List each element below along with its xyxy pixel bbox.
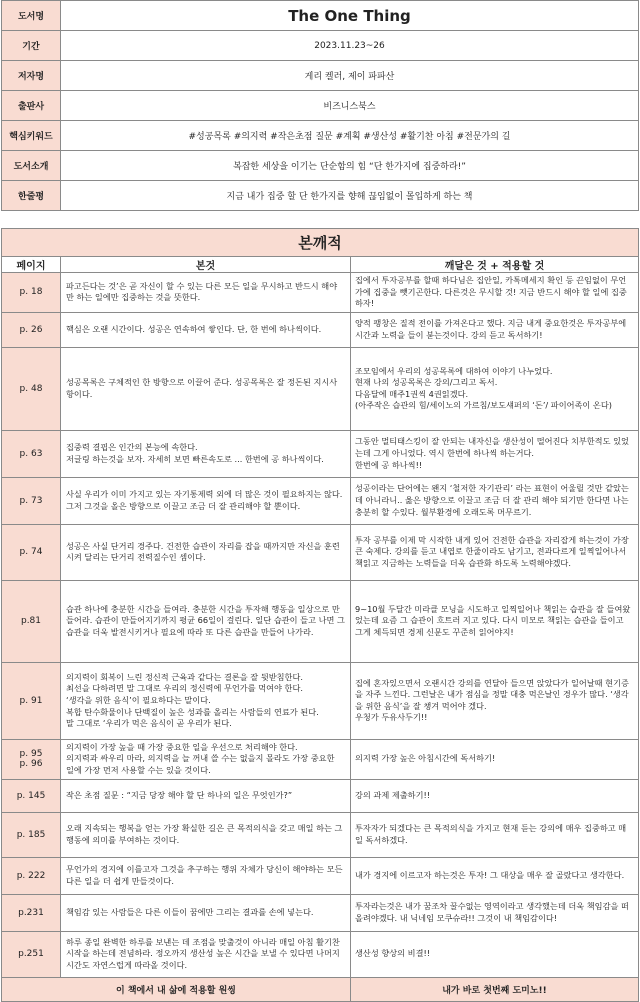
row-seen: 무언가의 경지에 이를고자 그것을 추구하는 행위 자체가 당신이 해야하는 모든 다른 일을 더 쉽게 만들것이다. <box>61 857 351 894</box>
col-page-header: 페이지 <box>2 257 61 273</box>
row-page: p.231 <box>2 894 61 931</box>
row-seen: 습관 하나에 충분한 시간을 들여라. 충분한 시간을 투자해 행동을 일상으로 만들어라. 습관이 만들어지기까지 평균 66일이 걸린다. 일단 습관이 들고 나면 그 습관을 더욱 발전시키거나 필요에 따라 또 다른 습관을 만들어 나가라. <box>61 580 351 662</box>
row-seen: 사실 우리가 이미 가지고 있는 자기통제력 외에 더 많은 것이 필요하지는 않다. 그저 그것을 올은 방향으로 이끌고 조금 더 잘 관리해야 할 뿐이다. <box>61 477 351 524</box>
row-seen: 작은 초점 질문 : “지금 당장 해야 할 단 하나의 일은 무엇인가?” <box>61 779 351 812</box>
row-learned: 그동안 멀티태스킹이 잘 안되는 내자신을 생산성이 떨어진다 치부한적도 있었는데 그게 아니었다. 역시 한번에 하나씩 하는거다. 한번에 공 하나씩!! <box>351 430 639 477</box>
row-seen: 성공목록은 구체적인 한 방향으로 이끌어 준다. 성공목록은 잘 정돈된 지시사항이다. <box>61 347 351 430</box>
table-row <box>2 857 639 894</box>
row-learned: 강의 과제 제출하기!! <box>351 779 639 812</box>
table-row <box>2 894 639 931</box>
row-learned: 9~10월 두달간 미라클 모닝을 시도하고 일찍일어나 책읽는 습관을 잘 들여왔었는데 요즘 그 습관이 흐트러 지고 있다. 다시 미모로 책읽는 습관을 들이고 그게 체득되면 경제 신문도 꾸준히 읽어야지! <box>351 580 639 662</box>
row-page: p. 63 <box>2 430 61 477</box>
table-row <box>2 739 639 779</box>
col-learned-header: 깨달은 것 + 적용할 것 <box>351 257 639 273</box>
book-title: The One Thing <box>61 1 639 31</box>
row-learned: 의지력 가장 높은 아침시간에 독서하기! <box>351 739 639 779</box>
row-learned: 내가 경지에 이르고자 하는것은 투자! 그 대상을 매우 잘 골랐다고 생각한다. <box>351 857 639 894</box>
column-header-row <box>2 257 639 273</box>
table-row <box>2 477 639 524</box>
book-info-table <box>1 0 639 211</box>
intro-row <box>2 151 639 181</box>
row-page: p. 222 <box>2 857 61 894</box>
author-value: 게리 켈러, 제이 파파산 <box>61 61 639 91</box>
row-seen: 책임감 있는 사람들은 다른 이들이 꿈에만 그리는 결과를 손에 넣는다. <box>61 894 351 931</box>
row-learned: 생산성 향상의 비결!! <box>351 931 639 977</box>
row-page: p. 95 p. 96 <box>2 739 61 779</box>
footer-row <box>2 977 639 1001</box>
row-seen: 성공은 사실 단거리 경주다. 건전한 습관이 자리를 잡을 때까지만 자신을 훈련시켜 달리는 단거리 전력질수인 셈이다. <box>61 524 351 580</box>
section-gap <box>0 211 640 228</box>
footer-left: 이 책에서 내 삶에 적용할 원씽 <box>2 977 351 1001</box>
review-row <box>2 181 639 211</box>
author-row <box>2 61 639 91</box>
footer-right: 내가 바로 첫번째 도미노!! <box>351 977 639 1001</box>
keywords-row <box>2 121 639 151</box>
row-page: p. 185 <box>2 812 61 857</box>
row-seen: 파고든다는 것’은 곧 자신이 할 수 있는 다른 모든 일을 무시하고 반드시 해야만 하는 일에만 집중하는 것을 뜻한다. <box>61 273 351 313</box>
table-row <box>2 312 639 347</box>
review-label: 한줄평 <box>2 181 61 211</box>
row-learned: 성공이라는 단어에는 왠지 ‘철저한 자기관리’ 라는 표현이 어울릴 것만 같았는데 아니라니.. 옳은 방향으로 이끌고 조금 더 잘 관리 해야 되기만 한다면 나는 충분히 할 수있다. 월부환경에 오래도록 머무르기. <box>351 477 639 524</box>
col-seen-header: 본것 <box>61 257 351 273</box>
row-page: p. 74 <box>2 524 61 580</box>
table-row <box>2 931 639 977</box>
row-seen: 의지력이 회복이 느린 정신적 근육과 같다는 결론을 잘 뒷받침한다. 최선을 다하려면 말 그대로 우리의 정신력에 무언가를 먹여야 한다. ‘생각을 위한 음식’이 필요하다는 말이다. 복합 탄수화물이나 단백질이 높은 성과를 올리는 사람들의 연료가 된다. 말 그대로 ‘우리가 먹은 음식이 곧 우리가 된다. <box>61 662 351 739</box>
reading-heading-row <box>2 229 639 257</box>
author-label: 저자명 <box>2 61 61 91</box>
row-learned: 투자라는것은 내가 꿈조차 꿀수없는 영역이라고 생각했는데 더욱 책임감을 떠올려야겠다. 내 닉네임 모쿠슈라!! 그것이 내 책임감이다! <box>351 894 639 931</box>
reading-notes-table <box>1 228 639 1002</box>
row-page: p. 145 <box>2 779 61 812</box>
row-learned: 집에 혼자있으면서 오랜시간 강의를 연달아 들으면 앉았다가 일어날때 현기증을 자주 느낀다. 그런날은 내가 점심을 정말 대충 먹은날인 경우가 많다. ‘생각을 위한 음식’을 잘 챙겨 먹어야 겠다. 우청가 두유사두기!! <box>351 662 639 739</box>
table-row <box>2 273 639 313</box>
row-page: p. 18 <box>2 273 61 313</box>
table-row <box>2 812 639 857</box>
intro-label: 도서소개 <box>2 151 61 181</box>
table-row <box>2 779 639 812</box>
period-row <box>2 31 639 61</box>
row-learned: 투자자가 되겠다는 큰 목적의식을 가지고 현재 듣는 강의에 매우 집중하고 매일 독서하겠다. <box>351 812 639 857</box>
row-page: p.251 <box>2 931 61 977</box>
row-seen: 핵심은 오랜 시간이다. 성공은 연속하여 쌓인다. 단, 한 번에 하나씩이다. <box>61 312 351 347</box>
review-value: 지금 내가 집중 할 단 한가지를 향해 끊임없이 몰입하게 하는 책 <box>61 181 639 211</box>
row-seen: 하루 종일 완벽한 하루를 보낸는 데 조점을 맞출것이 아니라 매일 아침 활기찬 시작을 하는데 전념하라. 정오까지 생산성 높은 시간을 보낼 수 있다면 나머지 시간도 자연스럽게 따라올 것이다. <box>61 931 351 977</box>
table-row <box>2 662 639 739</box>
period-label: 기간 <box>2 31 61 61</box>
row-learned: 양적 팽창은 질적 전이를 가져온다고 했다. 지금 내게 중요한것은 투자공부에 시간과 노력을 들이 붇는것이다. 강의 듣고 독서하기! <box>351 312 639 347</box>
publisher-value: 비즈니스북스 <box>61 91 639 121</box>
row-seen: 집중력 결핍은 인간의 본능에 속한다. 저글링 하는것을 보자. 자세히 보면 빠른속도로 ... 한번에 공 하나씩이다. <box>61 430 351 477</box>
keywords-value: #성공목록 #의지력 #작은초점 질문 #계획 #생산성 #활기찬 아침 #전문가의 길 <box>61 121 639 151</box>
table-row <box>2 430 639 477</box>
row-page: p.81 <box>2 580 61 662</box>
row-seen: 오래 지속되는 행복을 얻는 가장 확실한 길은 큰 목적의식을 갖고 매일 하는 그 행동에 의미를 부여하는 것이다. <box>61 812 351 857</box>
row-page: p. 73 <box>2 477 61 524</box>
period-value: 2023.11.23~26 <box>61 31 639 61</box>
row-page: p. 48 <box>2 347 61 430</box>
row-learned: 투자 공부를 이제 막 시작한 내게 있어 건전한 습관을 자리잡게 하는것이 가장 큰 숙제다. 강의를 듣고 내엽로 한줄이라도 남기고, 전과다르게 일찍일어나서 책읽고 지금하는 노력들을 더욱 습관화 하도록 노력해야겠다. <box>351 524 639 580</box>
row-seen: 의지력이 가장 높을 때 가장 중요한 일을 우선으로 처리해야 한다. 의지력과 싸우리 마라, 의지력을 늘 꺼내 쓸 수는 없을지 몰라도 가장 중요한 일에 가장 먼저 사용할 수는 있을 것이다. <box>61 739 351 779</box>
publisher-row <box>2 91 639 121</box>
row-learned: 집에서 투자공부를 할때 하다님은 집안일, 카톡메세지 확인 등 끈임없이 무언가에 집중을 뺏기곤한다. 다른것은 무시할 것! 지금 반드시 해야 할 일에 집중하자! <box>351 273 639 313</box>
row-page: p. 91 <box>2 662 61 739</box>
table-row <box>2 524 639 580</box>
publisher-label: 출판사 <box>2 91 61 121</box>
row-learned: 조모임에서 우리의 성공목록에 대하여 이야기 나누었다. 현재 나의 성공목록은 강의/그리고 독서. 다음달에 매주1권씩 4권읽겠다. (아주작은 습관의 힘/세이노의 가르침/보도섀퍼의 ‘돈’/ 파이어족이 온다) <box>351 347 639 430</box>
intro-value: 복잡한 세상을 이기는 단순함의 힘 “단 한가지에 집중하라!” <box>61 151 639 181</box>
title-row <box>2 1 639 31</box>
keywords-label: 핵심키워드 <box>2 121 61 151</box>
table-row <box>2 347 639 430</box>
title-label: 도서명 <box>2 1 61 31</box>
row-page: p. 26 <box>2 312 61 347</box>
table-row <box>2 580 639 662</box>
reading-rows <box>2 273 639 978</box>
reading-heading: 본깨적 <box>2 229 639 257</box>
